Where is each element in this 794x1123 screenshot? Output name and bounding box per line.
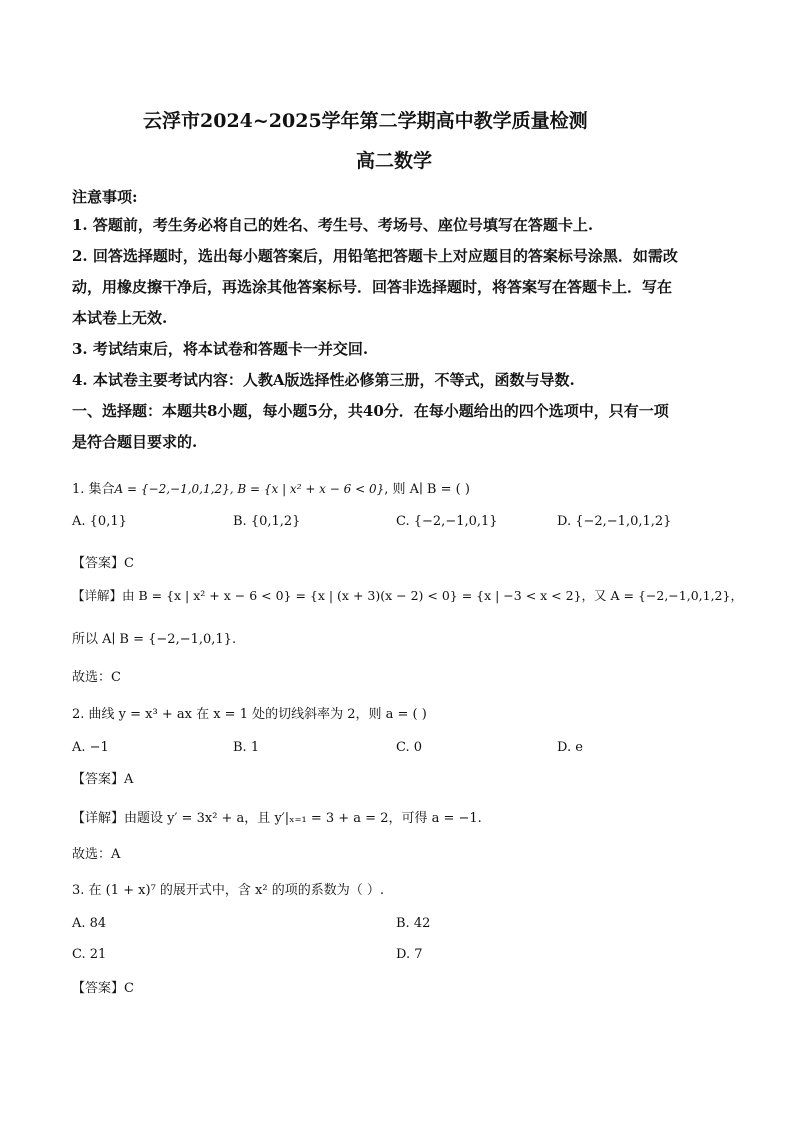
notice-item-4: 4. 本试卷主要考试内容：人教A版选择性必修第三册，不等式，函数与导数.: [72, 371, 575, 389]
notice-item-2-cont: 动，用橡皮擦干净后，再选涂其他答案标号．回答非选择题时，将答案写在答题卡上．写在: [72, 278, 673, 296]
q3-stem: 3. 在 (1 + x)⁷ 的展开式中，含 x² 的项的系数为（ ）.: [72, 883, 384, 898]
section-heading: 一、选择题：本题共8小题，每小题5分，共40分．在每小题给出的四个选项中，只有一项: [72, 402, 669, 420]
q2-option-b: B. 1: [233, 740, 260, 755]
q2-option-a: A. −1: [72, 740, 109, 755]
q1-stem: [72, 478, 470, 497]
q1-option-a: A. {0,1}: [72, 514, 127, 529]
notice-heading: 注意事项:: [72, 188, 138, 206]
q2-option-c: C. 0: [396, 740, 423, 755]
page-subtitle: 高二数学: [356, 150, 433, 172]
notice-item-2-end: 本试卷上无效.: [72, 309, 168, 327]
q2-choose: 故选：A: [72, 847, 121, 862]
q1-set-a: A = {−2,−1,0,1,2}: [114, 482, 230, 496]
q3-answer: 【答案】C: [72, 981, 134, 996]
q1-option-d: D. {−2,−1,0,1,2}: [557, 514, 672, 529]
q1-answer: 【答案】C: [72, 556, 134, 571]
notice-item-1: 1. 答题前，考生务必将自己的姓名、考生号、考场号、座位号填写在答题卡上.: [72, 216, 594, 234]
q1-choose: 故选：C: [72, 670, 121, 685]
q1-option-c: C. {−2,−1,0,1}: [396, 514, 498, 529]
page-title: 云浮市2024~2025学年第二学期高中教学质量检测: [143, 110, 588, 132]
q1-prefix: 1. 集合: [72, 482, 115, 497]
q1-suffix: , 则 A∣ B = ( ): [384, 482, 470, 497]
q1-set-b: , B = {x | x² + x − 6 < 0}: [229, 482, 385, 496]
q1-detail-cont: 所以 A∣ B = {−2,−1,0,1}.: [72, 632, 237, 647]
q3-option-b: B. 42: [396, 916, 431, 931]
q3-option-c: C. 21: [72, 947, 107, 962]
q2-detail: 【详解】由题设 y′ = 3x² + a，且 y′|ₓ₌₁ = 3 + a = 2，可得 a = −1.: [72, 811, 482, 826]
q3-option-d: D. 7: [396, 947, 423, 962]
q1-option-b: B. {0,1,2}: [233, 514, 301, 529]
q2-answer: 【答案】A: [72, 772, 134, 787]
q3-option-a: A. 84: [72, 916, 107, 931]
section-heading-cont: 是符合题目要求的.: [72, 433, 198, 451]
notice-item-2: 2. 回答选择题时，选出每小题答案后，用铅笔把答题卡上对应题目的答案标号涂黑．如需改: [72, 247, 678, 265]
notice-item-3: 3. 考试结束后，将本试卷和答题卡一并交回.: [72, 340, 369, 358]
q2-stem: 2. 曲线 y = x³ + ax 在 x = 1 处的切线斜率为 2，则 a = ( ): [72, 707, 427, 722]
q1-detail: 【详解】由 B = {x | x² + x − 6 < 0} = {x | (x + 3)(x − 2) < 0} = {x | −3 < x < 2}，又 A = {−2,−1,0,1,2}，: [72, 588, 743, 603]
q2-option-d: D. e: [557, 740, 583, 755]
